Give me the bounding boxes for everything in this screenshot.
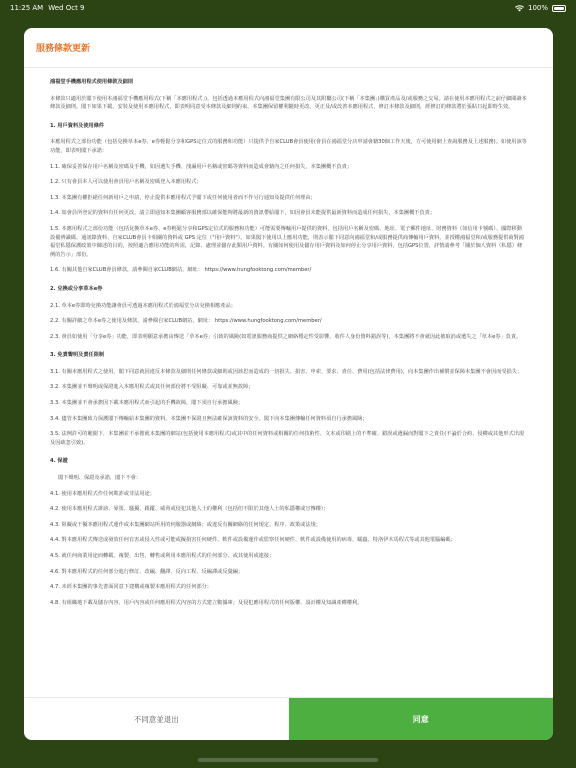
section-paragraph: 2.3. 會員如使用「分享e券」功能，即表明願意承擔由傳送「草本e券」引致的風險(如電訊服務商提供之網絡穩定性受影響、收件人身份資料錯誤等)，本集團將不會就因此被取消或遺失之「草本e券」負責。 (50, 333, 522, 340)
section-paragraph: 1.4. 如會員所登記的資料有任何更改，請立即通知本集團顧客服務部以確保能夠將最新的資訊帶給閣下，如因會員未能提供最新資料而造成任何損失，本集團概不負責； (50, 210, 436, 217)
terms-scroll-area[interactable] (24, 68, 553, 697)
modal-title: 服務條款更新 (36, 44, 91, 54)
section-paragraph: 1.5. 本應用程式之部份功能（包括兌換草本e券、e券輕鬆分享和GPS定位式的服務和功能）可能需要傳輸用戶提供的資料，包括用戶名稱及密碼、地址、電子郵件地址、財務資料（如信用卡號碼）、國際移動設備辨識碼、通訊錄資料、自家CLUB會員卡相關的資料或 GPS 定位（"用戶資料"）。如果閣下使用以上應用功能，則表示閣下同意向鴻福堂和/或服務提供商傳輸用戶資料，並授權鴻福堂和/或服務提供商對鴻福堂私隱保護政策中陳述的目的，按照適合應用功能的所需，記錄、處理並儲存此類用戶資料。有關如何使用及儲存用戶資料及如何停止分享用戶資料，包括GPS位置，詳情請參考「關於個人資料（私隱）條例的告示」部份。 (50, 225, 524, 258)
section-paragraph: 3.2. 本集團並不聲明或保證進入本應用程式或其任何部份將不受阻礙、可靠或並無故障； (50, 384, 254, 391)
section-paragraph: 1.3. 本集團有權拒絕任何新用戶之申請，停止提供本應用程式予閣下或任何使用者而不作另行通知及提供任何理由； (50, 194, 316, 201)
modal-header (24, 28, 553, 68)
section-paragraph: 4.5. 就任何商業用途而轉載、複製、出售、轉售或利用本應用程式的任何部分、或其使用或連接； (50, 553, 275, 559)
section-paragraph: 4.6. 對本應用程式的任何部分進行修訂、改編、翻譯、反向工程、反編譯或反彙編； (50, 568, 244, 575)
status-bar (0, 0, 576, 16)
section-paragraph: 4.2. 使用本應用程式誹謗、辱罵、騷擾、跟蹤、威脅或侵犯其他人士的權利（包括但不限於其他人士的私隱權或宣傳權）； (50, 506, 329, 513)
section-paragraph: 4.1. 使用本應用程式作任何欺詐或非法用途； (50, 490, 155, 497)
status-time: 11:25 AM (10, 4, 44, 12)
battery-icon (552, 5, 566, 12)
status-date: Wed Oct 9 (48, 4, 85, 12)
section-paragraph: 4.8. 有組織地下載及儲存內容、用戶內容或任何應用程式內容的方式建立數據庫；及侵犯應用程式的任何版權、設計權及知識產權權利。 (50, 599, 363, 606)
disagree-exit-button[interactable]: 不同意並退出 (24, 698, 289, 740)
section-paragraph: 2.2. 有關詳細之草本e券之使用及條款，請參閱自家CLUB網站，網址： https://www.hungfooktong.com/member/ (50, 318, 322, 325)
section-heading: 3. 免責聲明及責任限制 (50, 352, 105, 359)
document-title: 鴻福堂手機應用程式使用條款及細則 (50, 79, 134, 85)
battery-percent: 100% (527, 4, 548, 12)
wifi-icon (515, 5, 524, 12)
section-heading: 2. 兌換或分享草本e券 (50, 285, 103, 292)
section-paragraph: 3.3. 本集團並不會承擔因下載本應用程式而引起的手機故障，閣下須自行承擔風險； (50, 400, 244, 407)
section-paragraph: 2.1. 草本e券即時兌換功能讓會員可透過本應用程式於鴻福堂分店兌換相應產品； (50, 302, 236, 309)
agree-button[interactable]: 同意 (289, 698, 554, 740)
section-paragraph: 本應用程式之部份功能（包括兌換草本e券、e券輕鬆分享和GPS定位式的服務和功能）只提供予自家CLUB會員使用(會員在鴻福堂分店申請會籍30個工作天後，方可使用網上查詢服務及上述服務)。如使用該等功能，即表明閣下承諾： (50, 139, 527, 154)
section-paragraph: 4.4. 對本應用程式傳送或發放任何有害或侵入性或可能或擬損害任何硬件、軟件或設備運作或監察任何硬件、軟件或設備使用的病毒、蠕蟲、特洛伊木馬程式等或其他電腦編碼； (50, 537, 456, 544)
section-paragraph: 3.1. 有關本應用程式之使用，閣下同意就因違反本條款及細則任何條款或細則或因該思而造成的一切損失、損害、申索、要求、責任、費用(包括法律費用)，向本集團作出補償並保障本集團不會因而受損失； (50, 368, 523, 375)
section-paragraph: 4.3. 阻礙或干擾本應用程式運作或本集團網站所用的伺服器或網絡；或違反有關網絡的任何規定、程序、政策或法規； (50, 521, 321, 528)
section-paragraph: 1.2. 只有會員本人可以使用會員用戶名稱及密碼登入本應用程式； (50, 179, 202, 186)
section-heading: 4. 保證 (50, 458, 68, 465)
home-indicator[interactable] (198, 758, 378, 762)
section-paragraph: 3.5. 法例許可的範圍下，本集團並不承擔就本集團的網站(包括使用本應用程式)或其中的任何資料或相關的任何技術性、文本或印刷上的不準確、錯誤或遺漏而對閣下之責任(不論於合約、侵權或其他形式出現及因疏忽引致)。 (50, 431, 525, 446)
intro-paragraph: 本條款只適用於閣下使用本鴻福堂手機應用程式(下稱「本應用程式」)，包括透過本應用程式向鴻福堂集團有限公司及其附屬公司(下稱「本集團」)購買產品及/或服務之交易。請在使用本應用程式之前仔細閱讀本條款及細則。閣下如果下載、安裝及使用本應用程式，即表明同意受本條款及細則約束。本集團保留權利隨時更改、更正及/或改善本應用程式，修訂本條款及細則，經修訂的條款將於張貼日起即時生效。 (50, 95, 527, 111)
section-paragraph: 1.6. 有關其他自家CLUB會員條款，請參閱自家CLUB網站，網址： https://www.hungfooktong.com/member/ (50, 267, 312, 274)
section-paragraph: 4.7. 未經本集團的事先書面同意下建構或複製本應用程式的任何部分； (50, 584, 212, 591)
terms-modal (24, 28, 553, 740)
section-paragraph: 3.4. 儘管本集團致力保護閣下傳輸給本集團的資料，本集團不保證且無法確保該資料的安全。閣下向本集團傳輸任何資料須自行承擔風險； (50, 415, 368, 422)
section-paragraph: 1.1. 確保妥善保存用戶名稱及密碼及手機，如因遺失手機、洩漏用戶名稱或密碼等資料而造成會籍內之任何損失，本集團概不負責； (50, 163, 353, 170)
modal-footer (24, 697, 553, 740)
section-heading: 1. 用戶資料及使用條件 (50, 122, 105, 129)
section-paragraph: 閣下聲明、保證及承諾，閣下不會： (58, 475, 142, 482)
